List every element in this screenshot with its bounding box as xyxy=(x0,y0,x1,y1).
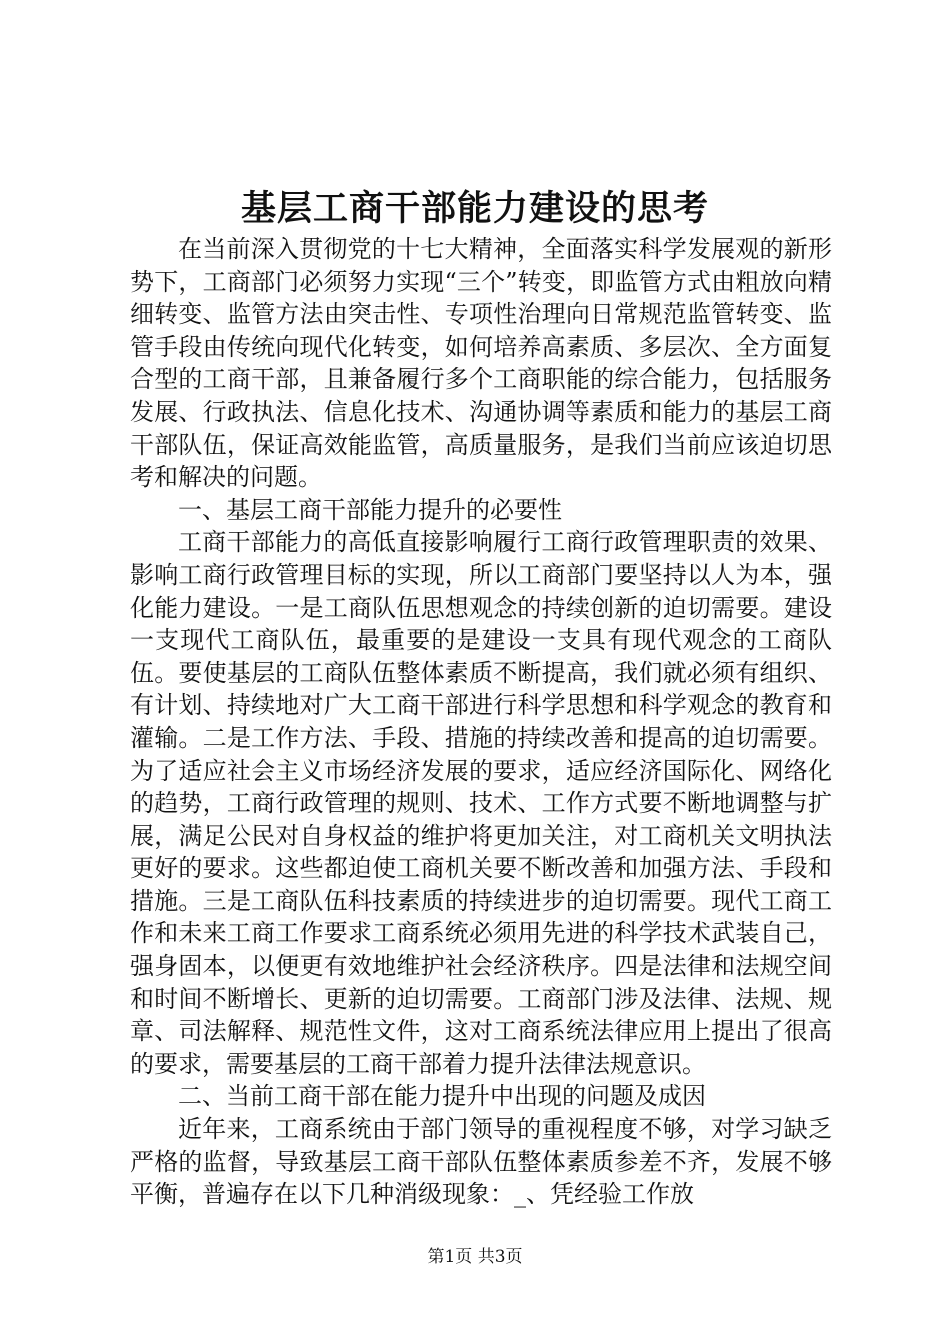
body-paragraph: 在当前深入贯彻党的十七大精神，全面落实科学发展观的新形势下，工商部门必须努力实现“三个”转变，即监管方式由粗放向精细转变、监管方法由突击性、专项性治理向日常规范监管转变、监管手段由传统向现代化转变，如何培养高素质、多层次、全方面复合型的工商干部，且兼备履行多个工商职能的综合能力，包括服务发展、行政执法、信息化技术、沟通协调等素质和能力的基层工商干部队伍，保证高效能监管，高质量服务，是我们当前应该迫切思考和解决的问题。 xyxy=(130,235,832,492)
section-heading: 一、基层工商干部能力提升的必要性 xyxy=(178,495,562,524)
body-paragraph: 近年来，工商系统由于部门领导的重视程度不够，对学习缺乏严格的监督，导致基层工商干部队伍整体素质参差不齐，发展不够平衡，普遍存在以下几种消级现象：_、凭经验工作放 xyxy=(130,1115,832,1209)
page-footer: 第1页 共3页 xyxy=(427,1247,523,1267)
body-paragraph: 工商干部能力的高低直接影响履行工商行政管理职责的效果、影响工商行政管理目标的实现，所以工商部门要坚持以人为本，强化能力建设。一是工商队伍思想观念的持续创新的迫切需要。建设一支现代工商队伍，最重要的是建设一支具有现代观念的工商队伍。要使基层的工商队伍整体素质不断提高，我们就必须有组织、有计划、持续地对广大工商干部进行科学思想和科学观念的教育和灌输。二是工作方法、手段、措施的持续改善和提高的迫切需要。为了适应社会主义市场经济发展的要求，适应经济国际化、网络化的趋势，工商行政管理的规则、技术、工作方式要不断地调整与扩展，满足公民对自身权益的维护将更加关注，对工商机关文明执法更好的要求。这些都迫使工商机关要不断改善和加强方法、手段和措施。三是工商队伍科技素质的持续进步的迫切需要。现代工商工作和未来工商工作要求工商系统必须用先进的科学技术武装自己，强身固本，以便更有效地维护社会经济秩序。四是法律和法规空间和时间不断增长、更新的迫切需要。工商部门涉及法律、法规、规章、司法解释、规范性文件，这对工商系统法律应用上提出了很高的要求，需要基层的工商干部着力提升法律法规意识。 xyxy=(130,528,832,1078)
document-title: 基层工商干部能力建设的思考 xyxy=(240,188,709,229)
section-heading: 二、当前工商干部在能力提升中出现的问题及成因 xyxy=(178,1082,706,1111)
document-body xyxy=(130,233,832,1211)
